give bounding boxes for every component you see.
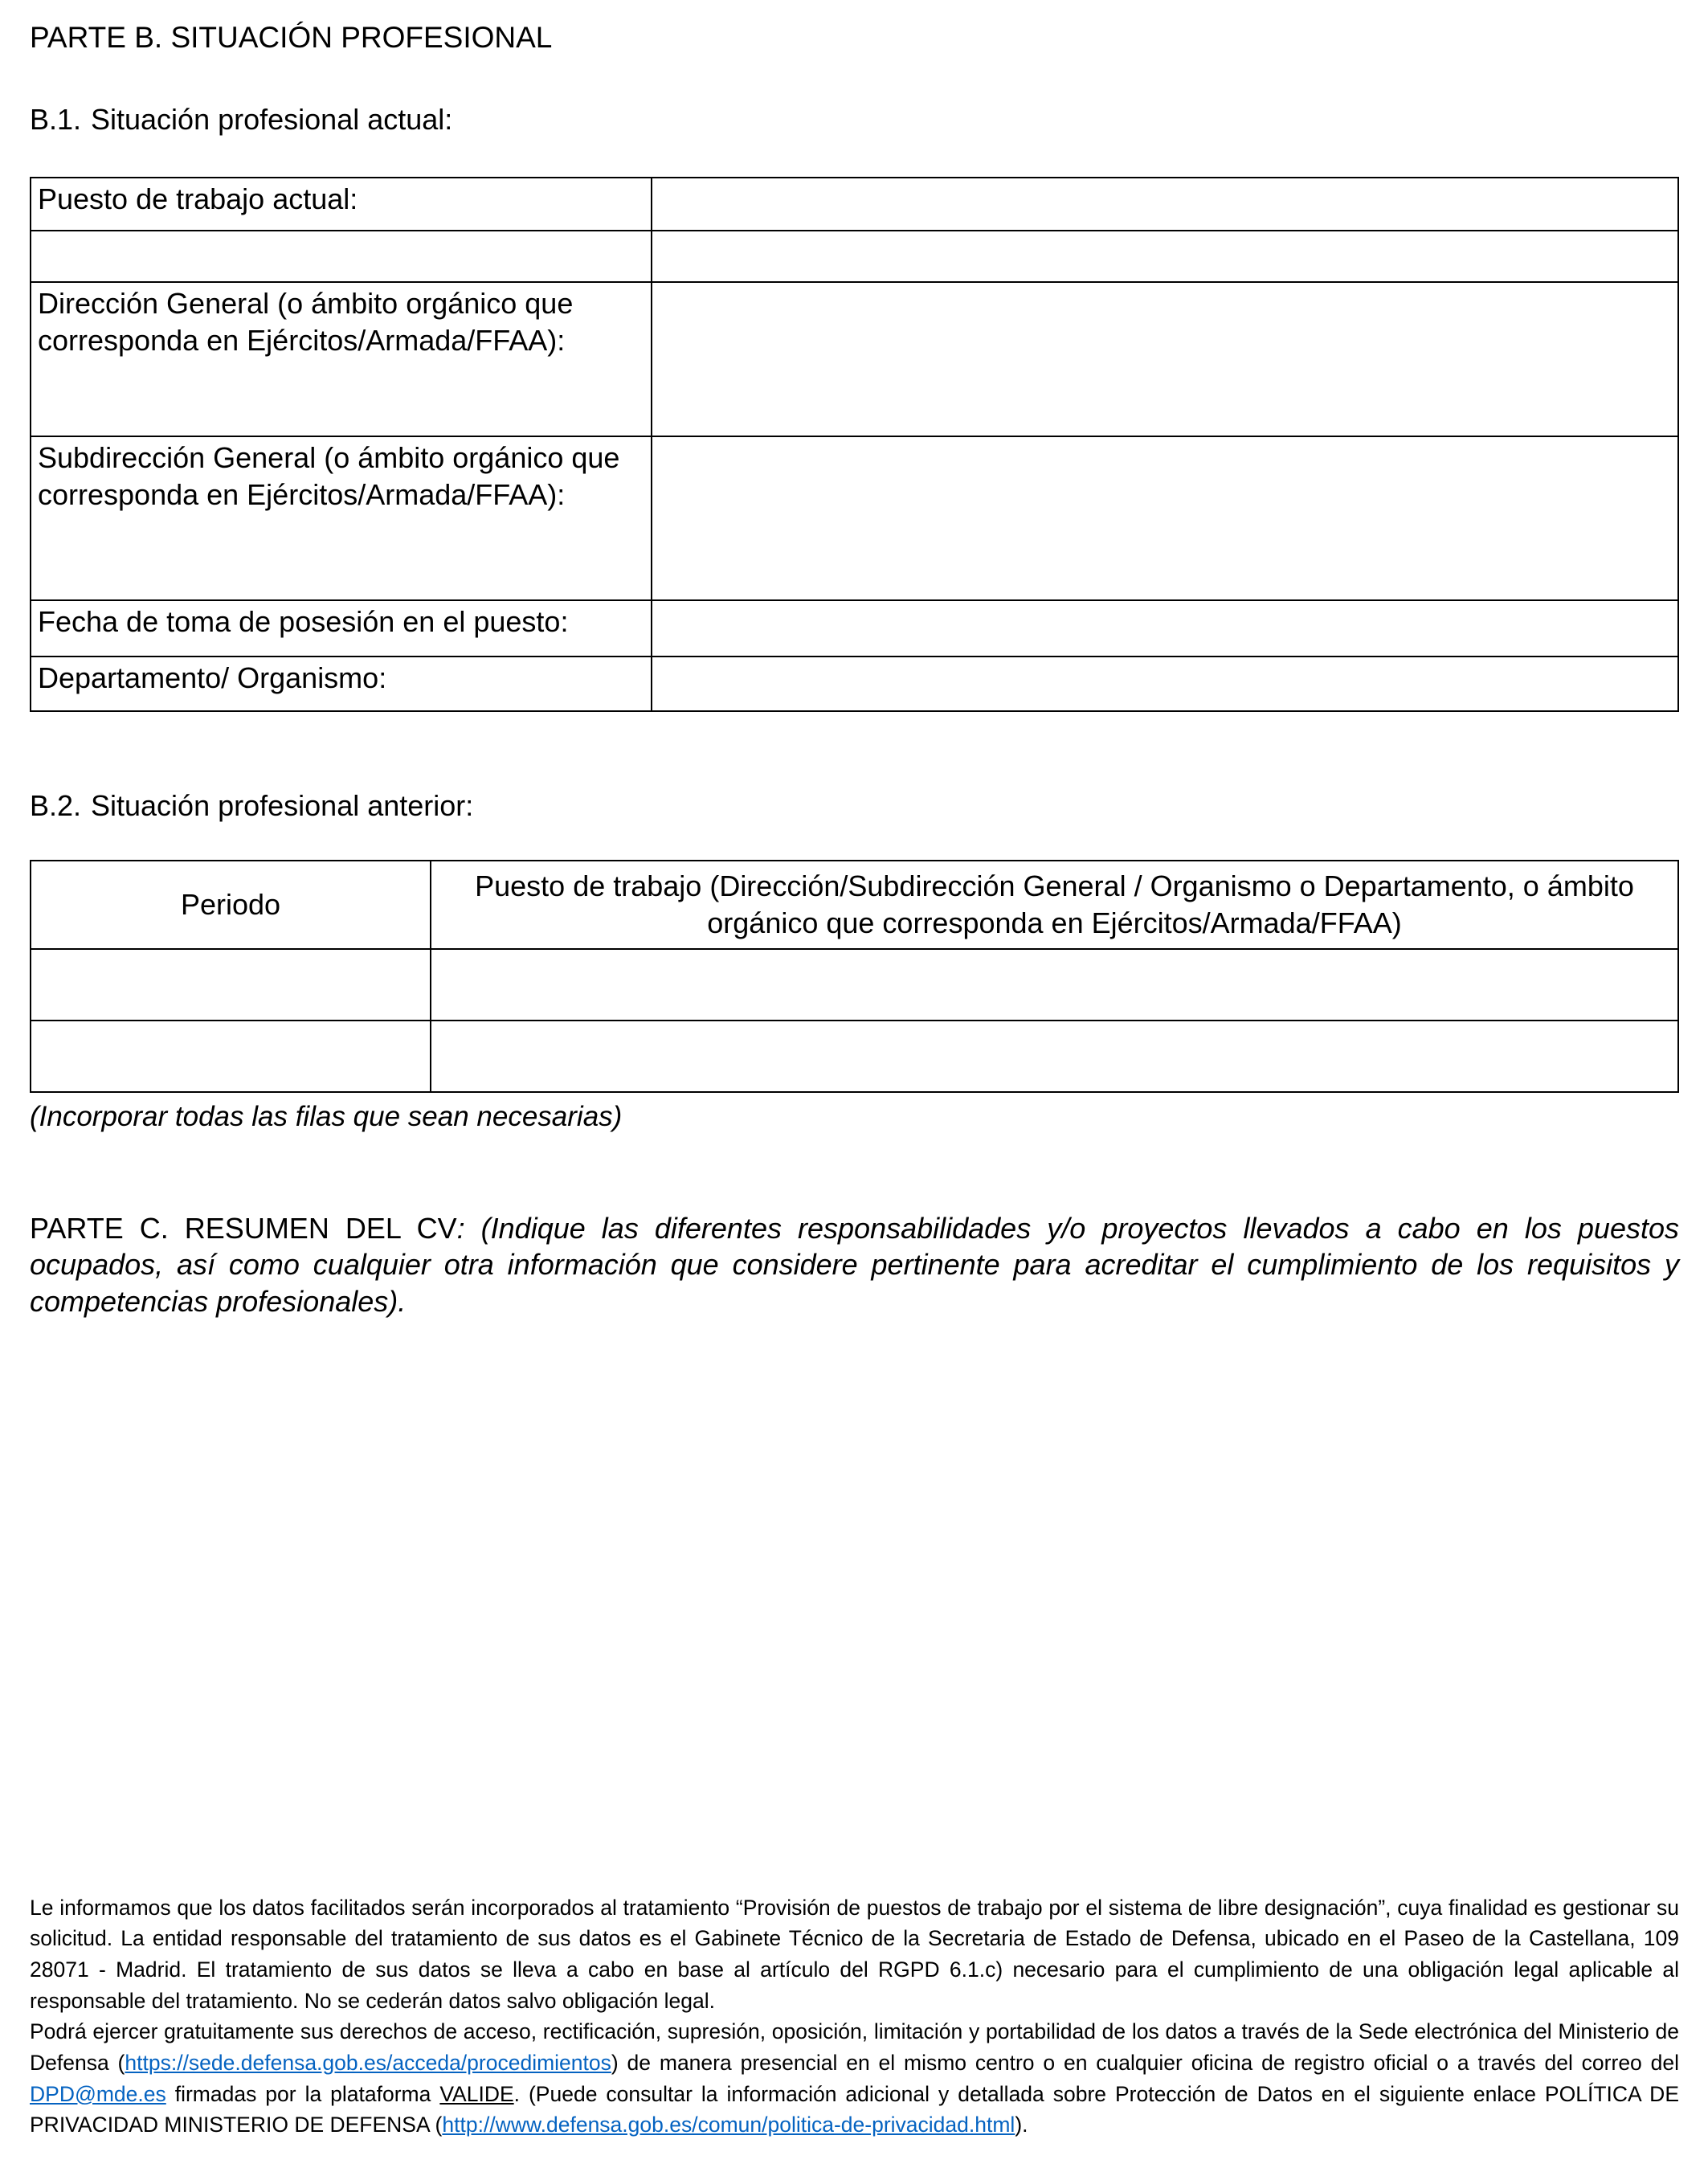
field-label-departamento: Departamento/ Organismo:	[31, 657, 652, 711]
table-row	[31, 282, 1678, 436]
table-row	[31, 178, 1678, 231]
privacy-text-segment: . (Puede consultar la información adicional y detallada sobre Protección de Datos en el siguiente enlace POLÍTICA DE PRIVACIDAD MINISTERIO DE DEFENSA (	[30, 2081, 1679, 2137]
privacy-text-segment: ) de manera presencial en el mismo centro o en cualquier oficina de registro oficial o a través del correo del	[611, 2050, 1680, 2075]
b2-table	[30, 860, 1679, 1093]
privacy-paragraph-2	[30, 2016, 1679, 2141]
table-row	[31, 231, 1678, 282]
part-c-title: PARTE C. RESUMEN DEL CV	[30, 1212, 457, 1245]
b2-heading-text: Situación profesional anterior:	[91, 789, 474, 822]
part-c-paragraph	[30, 1210, 1679, 1319]
table-row	[31, 949, 1678, 1021]
column-header-puesto: Puesto de trabajo (Dirección/Subdirección General / Organismo o Departamento, o ámbito orgánico que corresponda en Ejércitos/Armada/FFAA)	[431, 861, 1678, 949]
b2-note: (Incorporar todas las filas que sean necesarias)	[30, 1101, 623, 1132]
valide-platform-label: VALIDE	[439, 2081, 514, 2106]
table-row	[31, 657, 1678, 711]
field-input-departamento[interactable]	[652, 657, 1678, 711]
table-row	[31, 1021, 1678, 1092]
privacy-text-segment: Podrá ejercer gratuitamente sus derechos de acceso, rectificación, supresión, oposición, limitación y portabilidad de los datos a través de la Sede electrónica del Ministerio de Defensa (	[30, 2019, 1679, 2075]
field-input-direccion-general[interactable]	[652, 282, 1678, 436]
b2-heading	[30, 789, 1679, 823]
field-label-empty	[31, 231, 652, 282]
puesto-input-cell[interactable]	[431, 1021, 1678, 1092]
b1-heading	[30, 103, 1679, 137]
table-row	[31, 436, 1678, 600]
privacy-text-segment: firmadas por la plataforma	[165, 2081, 440, 2106]
table-header-row	[31, 861, 1678, 949]
column-header-periodo: Periodo	[31, 861, 431, 949]
field-input-fecha-posesion[interactable]	[652, 600, 1678, 657]
link-politica-privacidad[interactable]: http://www.defensa.gob.es/comun/politica-de-privacidad.html	[442, 2113, 1015, 2137]
b2-number: B.2.	[30, 789, 82, 822]
part-c-description: : (Indique las diferentes responsabilidades y/o proyectos llevados a cabo en los puestos ocupados, así como cualquier otra información que considere pertinente para acreditar el cumplimiento de los requisitos y competencias profesionales).	[30, 1212, 1679, 1318]
part-b-title: PARTE B. SITUACIÓN PROFESIONAL	[30, 21, 553, 54]
link-sede-electronica[interactable]: https://sede.defensa.gob.es/acceda/procedimientos	[125, 2050, 611, 2075]
b1-number: B.1.	[30, 103, 82, 136]
link-dpd-email[interactable]: DPD@mde.es	[30, 2081, 166, 2106]
b1-table	[30, 177, 1679, 712]
privacy-notice	[30, 1892, 1679, 2141]
periodo-input-cell[interactable]	[31, 1021, 431, 1092]
field-input-subdireccion-general[interactable]	[652, 436, 1678, 600]
periodo-input-cell[interactable]	[31, 949, 431, 1021]
field-label-direccion-general: Dirección General (o ámbito orgánico que corresponda en Ejércitos/Armada/FFAA):	[31, 282, 652, 436]
b1-heading-text: Situación profesional actual:	[91, 103, 453, 136]
field-input-puesto-actual[interactable]	[652, 178, 1678, 231]
puesto-input-cell[interactable]	[431, 949, 1678, 1021]
privacy-text-segment: ).	[1015, 2113, 1028, 2137]
table-row	[31, 600, 1678, 657]
field-label-fecha-posesion: Fecha de toma de posesión en el puesto:	[31, 600, 652, 657]
field-input-empty[interactable]	[652, 231, 1678, 282]
privacy-paragraph-1: Le informamos que los datos facilitados serán incorporados al tratamiento “Provisión de puestos de trabajo por el sistema de libre designación”, cuya finalidad es gestionar su solicitud. La entidad responsable del tratamiento de sus datos es el Gabinete Técnico de la Secretaria de Estado de Defensa, ubicado en el Paseo de la Castellana, 109 28071 - Madrid. El tratamiento de sus datos se lleva a cabo en base al artículo del RGPD 6.1.c) necesario para el cumplimiento de una obligación legal aplicable al responsable del tratamiento. No se cederán datos salvo obligación legal.	[30, 1895, 1679, 2013]
field-label-subdireccion-general: Subdirección General (o ámbito orgánico que corresponda en Ejércitos/Armada/FFAA):	[31, 436, 652, 600]
field-label-puesto-actual: Puesto de trabajo actual:	[31, 178, 652, 231]
